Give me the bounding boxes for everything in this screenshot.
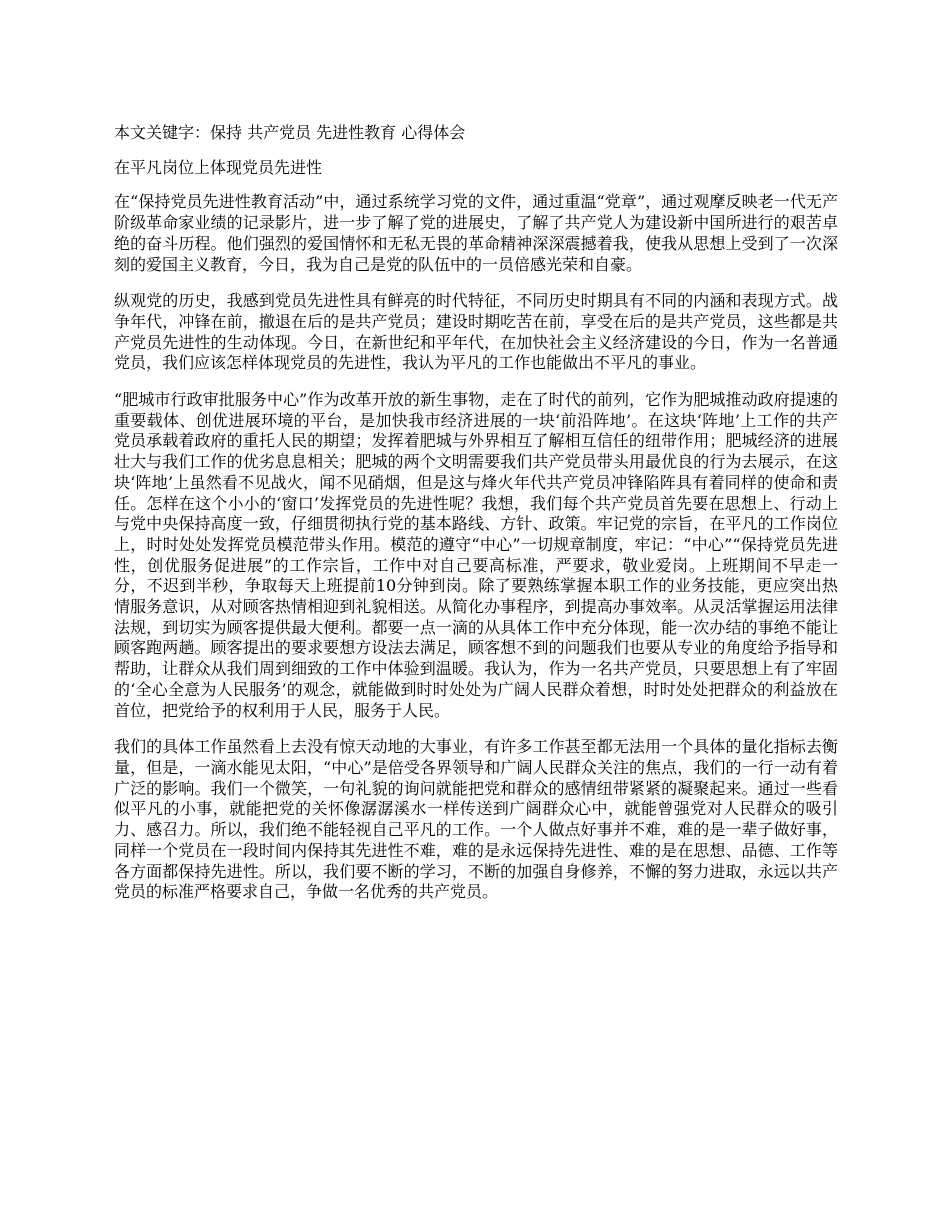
body-paragraph-4: 我们的具体工作虽然看上去没有惊天动地的大事业，有许多工作甚至都无法用一个具体的量化指标去衡量，但是，一滴水能见太阳，“中心”是倍受各界领导和广阔人民群众关注的焦点，我们的一行一动有着广泛的影响。我们一个微笑，一句礼貌的询问就能把党和群众的感情纽带紧紧的凝聚起来。通过一些看似平凡的小事，就能把党的关怀像潺潺溪水一样传送到广阔群众心中，就能曾强党对人民群众的吸引力、感召力。所以，我们绝不能轻视自己平凡的工作。一个人做点好事并不难，难的是一辈子做好事，同样一个党员在一段时间内保持其先进性不难，难的是永远保持先进性、难的是在思想、品德、工作等各方面都保持先进性。所以，我们要不断的学习，不断的加强自身修养，不懈的努力进取，永远以共产党员的标准严格要求自己，争做一名优秀的共产党员。 — [114, 737, 838, 902]
document-page — [114, 123, 838, 903]
body-paragraph-3: “肥城市行政审批服务中心”作为改革开放的新生事物，走在了时代的前列，它作为肥城推动政府提速的重要载体、创优进展环境的平台，是加快我市经济进展的一块‘前沿阵地’。在这块‘阵地’上工作的共产党员承载着政府的重托人民的期望；发挥着肥城与外界相互了解相互信任的纽带作用；肥城经济的进展壮大与我们工作的优劣息息相关；肥城的两个文明需要我们共产党员带头用最优良的行为去展示，在这块‘阵地’上虽然看不见战火，闻不见硝烟，但是这与烽火年代共产党员冲锋陷阵具有着同样的使命和责任。怎样在这个小小的‘窗口’发挥党员的先进性呢？我想，我们每个共产党员首先要在思想上、行动上与党中央保持高度一致，仔细贯彻执行党的基本路线、方针、政策。牢记党的宗旨，在平凡的工作岗位上，时时处处发挥党员模范带头作用。模范的遵守“中心”一切规章制度，牢记：“中心”“保持党员先进性，创优服务促进展”的工作宗旨，工作中对自己要高标准，严要求，敬业爱岗。上班期间不早走一分，不迟到半秒，争取每天上班提前10分钟到岗。除了要熟练掌握本职工作的业务技能，更应突出热情服务意识，从对顾客热情相迎到礼貌相送。从简化办事程序，到提高办事效率。从灵活掌握运用法律法规，到切实为顾客提供最大便利。都要一点一滴的从具体工作中充分体现，能一次办结的事绝不能让顾客跑两趟。顾客提出的要求要想方设法去满足，顾客想不到的问题我们也要从专业的角度给予指导和帮助，让群众从我们周到细致的工作中体验到温暖。我认为，作为一名共产党员，只要思想上有了牢固的‘全心全意为人民服务’的观念，就能做到时时处处为广阔人民群众着想，时时处处把群众的利益放在首位，把党给予的权利用于人民，服务于人民。 — [114, 390, 838, 720]
document-title: 在平凡岗位上体现党员先进性 — [114, 157, 323, 177]
body-paragraph-2: 纵观党的历史，我感到党员先进性具有鲜亮的时代特征，不同历史时期具有不同的内涵和表现方式。战争年代，冲锋在前，撤退在后的是共产党员；建设时期吃苦在前，享受在后的是共产党员，这些都是共产党员先进性的生动体现。今日，在新世纪和平年代，在加快社会主义经济建设的今日，作为一名普通党员，我们应该怎样体现党员的先进性，我认为平凡的工作也能做出不平凡的事业。 — [114, 291, 838, 373]
body-paragraph-1: 在“保持党员先进性教育活动”中，通过系统学习党的文件，通过重温“党章”，通过观摩反映老一代无产阶级革命家业绩的记录影片，进一步了解了党的进展史，了解了共产党人为建设新中国所进行的艰苦卓绝的奋斗历程。他们强烈的爱国情怀和无私无畏的革命精神深深震撼着我，使我从思想上受到了一次深刻的爱国主义教育，今日，我为自己是党的队伍中的一员倍感光荣和自豪。 — [114, 192, 838, 274]
keywords-line: 本文关键字：保持 共产党员 先进性教育 心得体会 — [114, 123, 466, 142]
